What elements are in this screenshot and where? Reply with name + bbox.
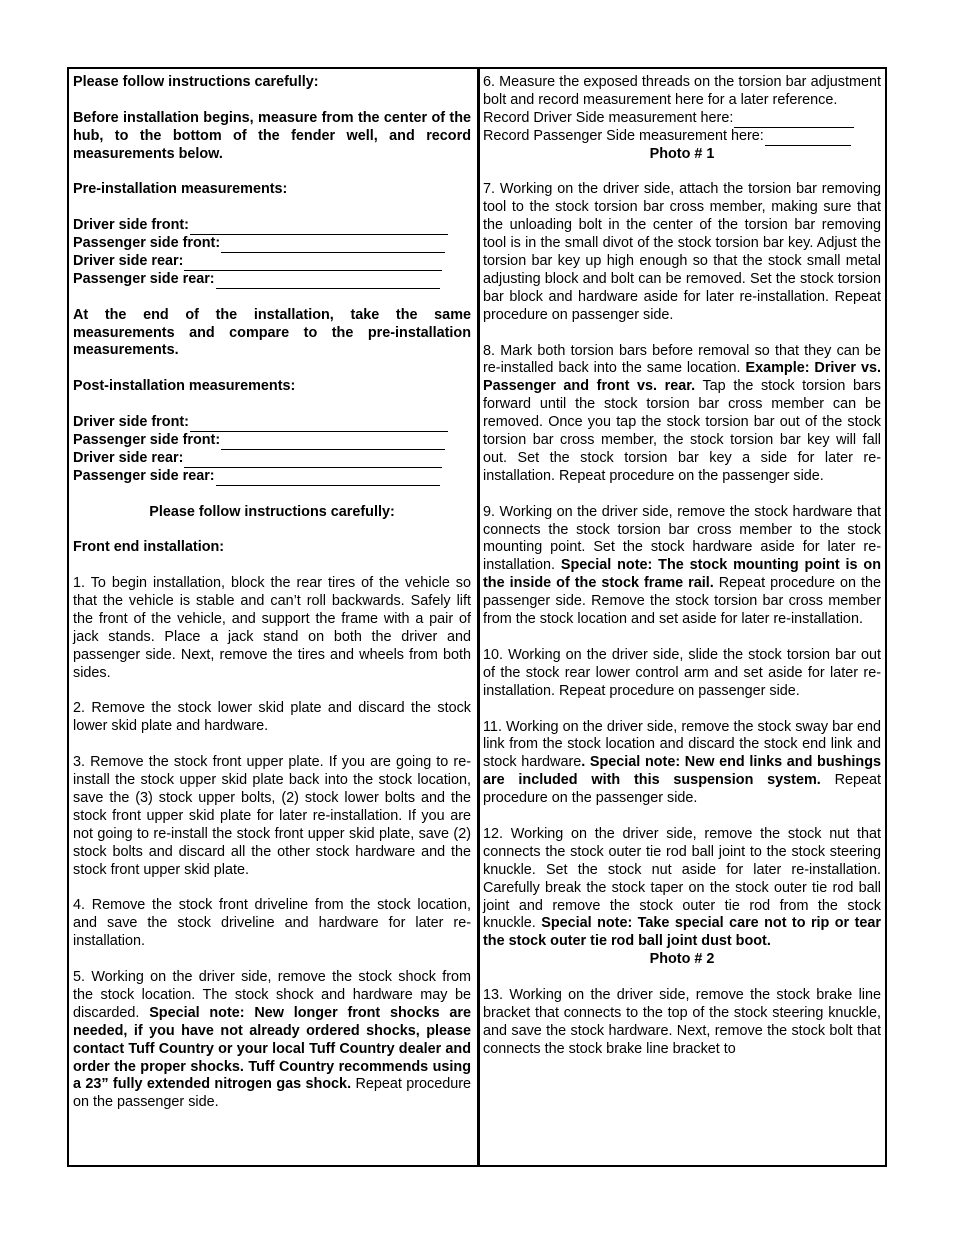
- post-passenger-rear-field[interactable]: Passenger side rear:: [73, 468, 471, 486]
- step-6: 6. Measure the exposed threads on the torsion bar adjustment bolt and record measurement here for a later reference.: [483, 74, 881, 108]
- right-column: [483, 74, 881, 1059]
- step-13: 13. Working on the driver side, remove the stock brake line bracket that connects to the top of the stock steering knuckle, and save the stock hardware. Next, remove the stock bolt that connects the stock brake line bracket to: [483, 987, 881, 1057]
- step-8: 8. Mark both torsion bars before removal so that they can be re-installed back into the same location. Example: Driver vs. Passenger and front vs. rear. Tap the stock torsion bars forward until the stock torsion bar cross member can be removed. Once you tap the stock torsion bar out of the stock torsion bar cross member, the stock torsion bar key will fall out. Set the stock torsion bar key a side for later re-installation. Repeat procedure on the passenger side.: [483, 342, 881, 484]
- record-passenger-field[interactable]: Record Passenger Side measurement here:: [483, 128, 881, 146]
- step-8-example: Example: Driver vs. Passenger and front vs. rear.: [483, 360, 881, 395]
- column-divider: [477, 69, 480, 1165]
- step-9-special-note: Special note: The stock mounting point is on the inside of the stock frame rail.: [483, 557, 881, 592]
- step-5-special-note: Special note: New longer front shocks are needed, if you have not already ordered shocks, please contact Tuff Country or your local Tuff Country dealer and order the proper shocks. Tuff Country recommends using a 23” fully extended nitrogen gas shock.: [73, 1004, 471, 1093]
- post-driver-rear-field[interactable]: Driver side rear:: [73, 450, 471, 468]
- instructions-heading-centered: Please follow instructions carefully:: [149, 503, 395, 520]
- front-end-heading: Front end installation:: [73, 539, 225, 556]
- instruction-page: [67, 67, 887, 1167]
- pre-driver-rear-field[interactable]: Driver side rear:: [73, 253, 471, 271]
- step-2: 2. Remove the stock lower skid plate and discard the stock lower skid plate and hardware.: [73, 700, 471, 735]
- step-11-special-note: . Special note: New end links and bushings are included with this suspension system.: [483, 754, 881, 789]
- post-installation-heading: Post-installation measurements:: [73, 378, 296, 395]
- step-5: 5. Working on the driver side, remove the stock shock from the stock location. The stock shock and hardware may be discarded. Special note: New longer front shocks are needed, if you have not already ordered shocks, please contact Tuff Country or your local Tuff Country dealer and order the proper shocks. Tuff Country recommends using a 23” fully extended nitrogen gas shock. Repeat procedure on the passenger side.: [73, 968, 472, 1111]
- pre-installation-heading: Pre-installation measurements:: [73, 181, 288, 198]
- pre-passenger-front-field[interactable]: Passenger side front:: [73, 235, 471, 253]
- step-12: 12. Working on the driver side, remove the stock nut that connects the stock outer tie rod ball joint to the stock steering knuckle. Set the stock nut aside for later re-installation. Carefully break the stock taper on the stock outer tie rod ball joint and remove the stock outer tie rod from the stock knuckle. Special note: Take special care not to rip or tear the stock outer tie rod ball joint dust boot.: [483, 825, 881, 950]
- pre-passenger-rear-field[interactable]: Passenger side rear:: [73, 271, 471, 289]
- step-1: 1. To begin installation, block the rear tires of the vehicle so that the vehicle is stable and can’t roll backwards. Safely lift the front of the vehicle, and support the frame with a pair of jack stands. Place a jack stand on both the driver and passenger side. Next, remove the tires and wheels from both sides.: [73, 575, 471, 681]
- step-12-special-note: Special note: Take special care not to rip or tear the stock outer tie rod ball joint dust boot.: [483, 915, 881, 950]
- compare-paragraph: At the end of the installation, take the same measurements and compare to the pre-installation measurements.: [73, 306, 471, 359]
- step-9: 9. Working on the driver side, remove the stock hardware that connects the stock torsion bar cross member to the stock mounting point. Set the stock hardware aside for later re-installation. Special note: The stock mounting point is on the inside of the stock frame rail. Repeat procedure on the passenger side. Remove the stock torsion bar cross member from the stock location and set aside for later re-installation.: [483, 503, 881, 628]
- record-driver-field[interactable]: Record Driver Side measurement here:: [483, 110, 881, 128]
- step-7: 7. Working on the driver side, attach the torsion bar removing tool to the stock torsion bar cross member, making sure that the unloading bolt in the center of the torsion bar removing tool is in the small divot of the stock torsion bar key. Adjust the torsion bar key up high enough so that the stock small metal adjusting block and bolt can be removed. Set the stock torsion bar block and hardware aside for later re-installation. Repeat procedure on passenger side.: [483, 181, 881, 323]
- photo-2-label: Photo # 2: [649, 951, 715, 968]
- photo-1-label: Photo # 1: [649, 145, 715, 162]
- post-passenger-front-field[interactable]: Passenger side front:: [73, 432, 471, 450]
- step-4: 4. Remove the stock front driveline from the stock location, and save the stock driveline and hardware for later re-installation.: [73, 897, 471, 950]
- step-3: 3. Remove the stock front upper plate. If you are going to re-install the stock upper skid plate back into the stock location, save the (3) stock upper bolts, (2) stock lower bolts and the stock front upper skid plate for later re-installation. If you are not going to re-install the stock front upper skid plate, save (2) stock bolts and discard all the other stock hardware and the stock front upper skid plate.: [73, 754, 471, 878]
- instructions-heading: Please follow instructions carefully:: [73, 74, 319, 90]
- step-10: 10. Working on the driver side, slide the stock torsion bar out of the stock rear lower control arm and set aside for later re-installation. Repeat procedure on passenger side.: [483, 646, 881, 699]
- post-driver-front-field[interactable]: Driver side front:: [73, 414, 471, 432]
- step-11: 11. Working on the driver side, remove the stock sway bar end link from the stock location and discard the stock end link and stock hardware. Special note: New end links and bushings are included with this suspension system. Repeat procedure on the passenger side.: [483, 718, 882, 807]
- pre-measurement-fields: [73, 217, 471, 289]
- pre-driver-front-field[interactable]: Driver side front:: [73, 217, 471, 235]
- post-measurement-fields: [73, 414, 471, 486]
- intro-paragraph: Before installation begins, measure from the center of the hub, to the bottom of the fender well, and record measurements below.: [73, 109, 471, 162]
- left-column: [73, 74, 471, 1112]
